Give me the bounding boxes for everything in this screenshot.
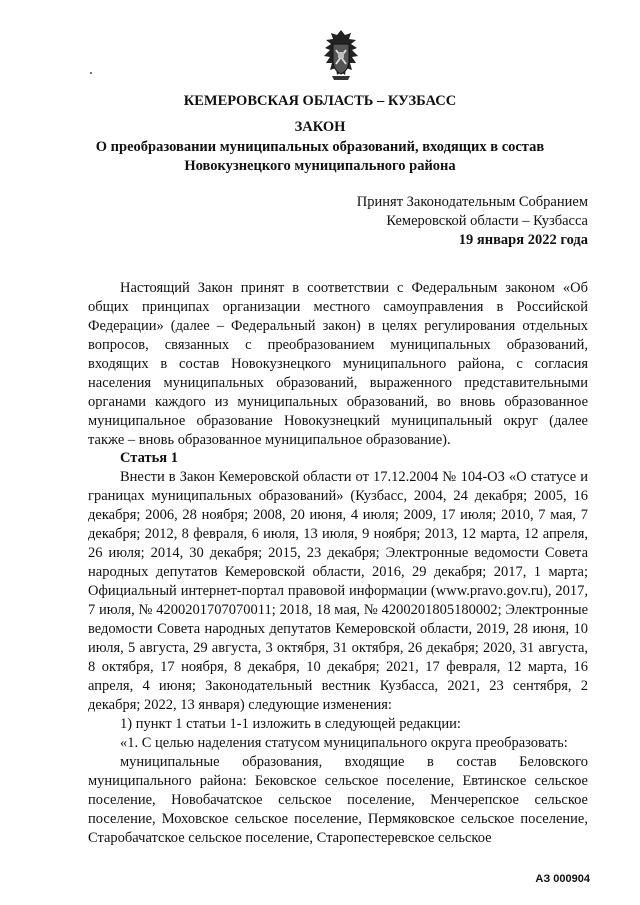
region-heading: КЕМЕРОВСКАЯ ОБЛАСТЬ – КУЗБАСС: [183, 93, 457, 109]
scan-speck: [90, 72, 92, 74]
adoption-line2: Кемеровской области – Кузбасса: [386, 213, 588, 229]
preamble-paragraph: Настоящий Закон принят в соответствии с Федеральным законом «Об общих принципах организации местного самоуправления в Российской Федерации» (далее – Федеральный закон) в целях регулирования отдельных вопросов, связанных с преобразованием муниципальных образований, входящих в состав Новокузнецкого муниципального района, с согласия населения муниципальных образований, выраженного представительными органами каждого из муниципальных образований, во вновь образованное муниципальное образование Новокузнецкий муниципальный округ (далее также – вновь образованное муниципальное образование).: [88, 280, 588, 448]
article1-item1: 1) пункт 1 статьи 1-1 изложить в следующей редакции:: [120, 716, 461, 732]
article1-paragraph: Внести в Закон Кемеровской области от 17.12.2004 № 104-ОЗ «О статусе и границах муниципальных образований» (Кузбасс, 2004, 24 декабря; 2005, 16 декабря; 2006, 28 ноября; 2008, 20 июня, 4 июля; 2009, 17 июля; 2010, 7 мая, 7 декабря; 2012, 8 февраля, 6 июля, 13 июля, 9 ноября; 2013, 12 марта, 12 апреля, 26 июля; 2014, 30 декабря; 2015, 23 декабря; Электронные ведомости Совета народных депутатов Кемеровской области, 2016, 29 декабря; 2017, 1 марта; Официальный интернет-портал правовой информации (www.pravo.gov.ru), 2017, 7 июля, № 4200201707070011; 2018, 18 мая, № 4200201805180002; Электронные ведомости Совета народных депутатов Кемеровской области, 2019, 28 июня, 10 июля, 5 августа, 29 августа, 3 октября, 31 октября, 26 декабря; 2020, 31 августа, 8 октября, 17 ноября, 8 декабря, 10 декабря; 2021, 17 февраля, 12 марта, 16 апреля, 4 июня; Законодательный вестник Кузбасса, 2021, 23 сентября, 2 декабря; 2022, 13 января) следующие изменения:: [88, 469, 588, 713]
article1-title: Статья 1: [120, 450, 178, 466]
article1-quote2: муниципальные образования, входящие в состав Беловского муниципального района: Бековское сельское поселение, Евтинское сельское поселение, Новобачатское сельское поселение, Менчерепское сельское поселение, Моховское сельское поселение, Пермяковское сельское поселение, Старобачатское сельское поселение, Старопестеревское сельское: [88, 754, 588, 846]
document-stamp: АЗ 000904: [535, 873, 590, 885]
adoption-line1: Принят Законодательным Собранием: [356, 194, 588, 210]
article1-quote1: «1. С целью наделения статусом муниципального округа преобразовать:: [120, 735, 568, 751]
law-title-line2: Новокузнецкого муниципального района: [184, 158, 456, 174]
coat-of-arms-icon: [318, 28, 364, 82]
doc-type-heading: ЗАКОН: [294, 119, 346, 135]
preamble-block: [88, 279, 588, 450]
law-title-line1: О преобразовании муниципальных образований, входящих в состав: [95, 139, 545, 155]
adoption-date: 19 января 2022 года: [458, 232, 588, 248]
article1-block: [88, 449, 588, 848]
adoption-block: [357, 193, 588, 250]
